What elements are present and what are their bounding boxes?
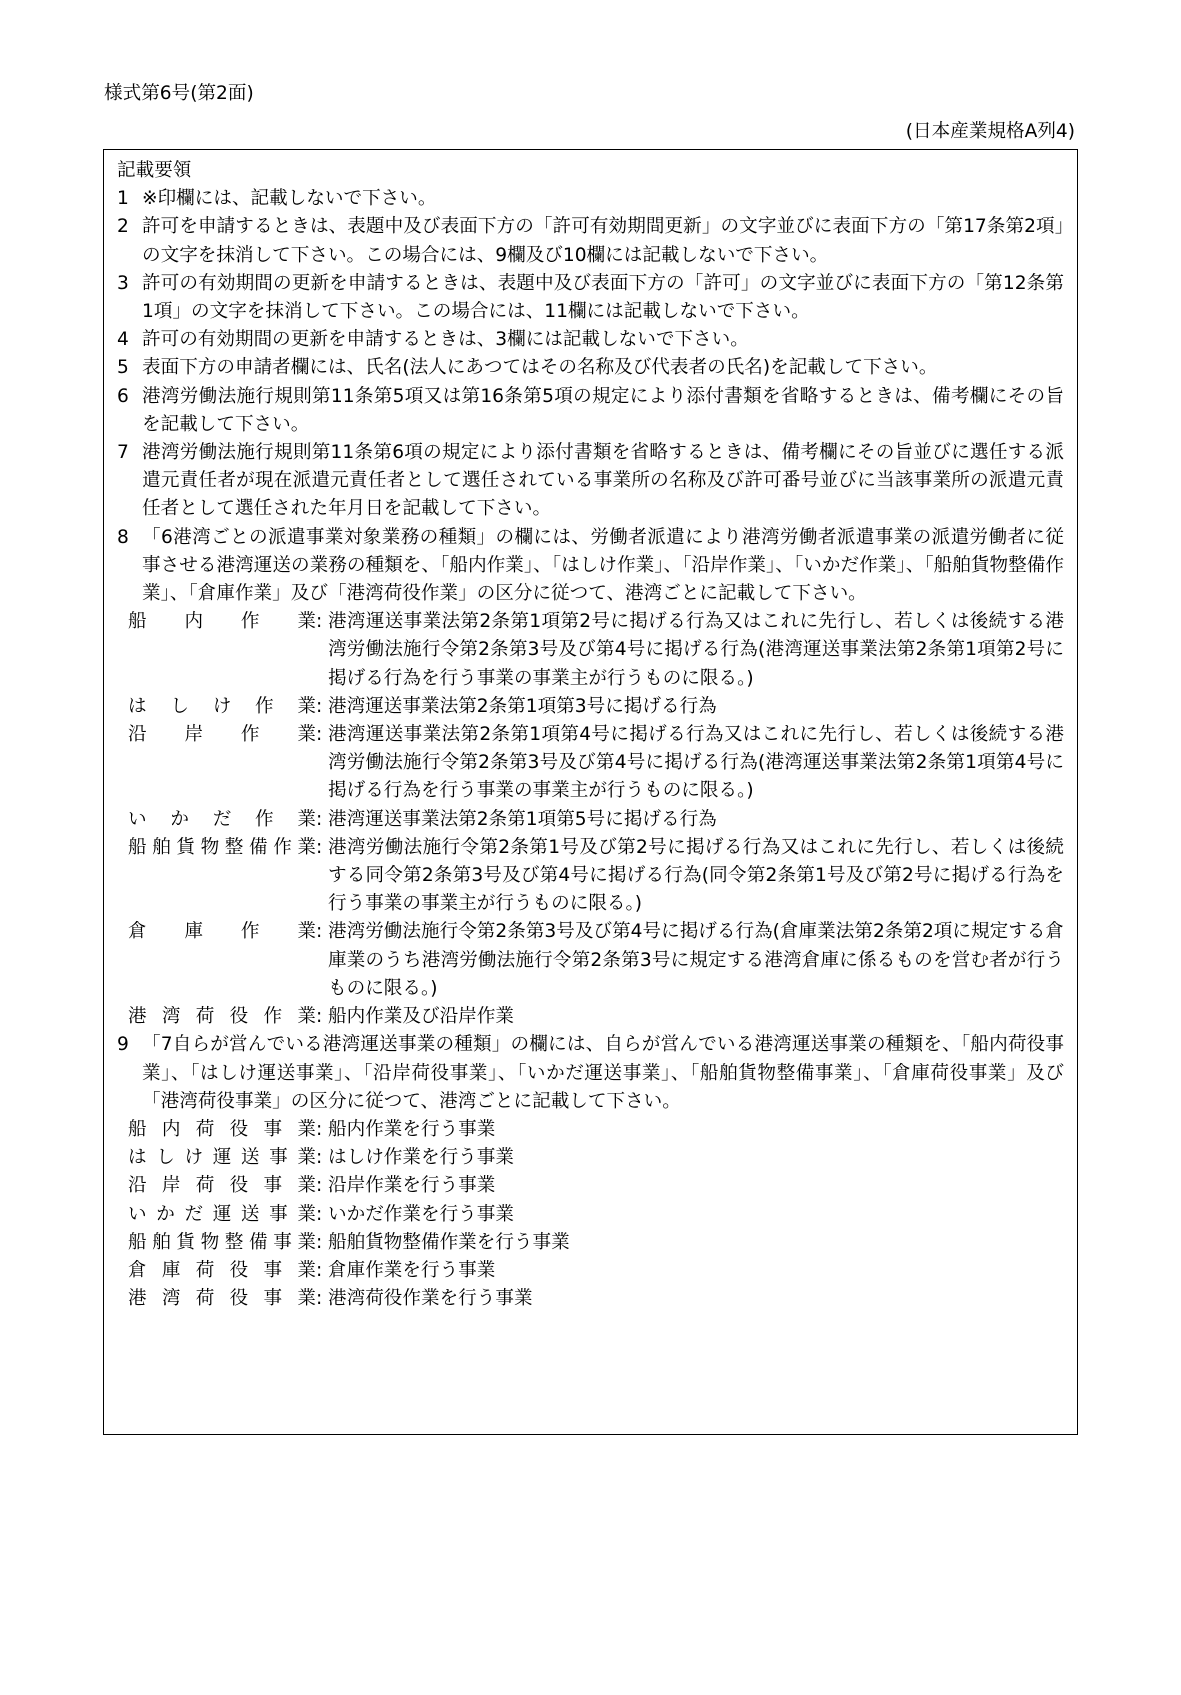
definition-text: 沿岸作業を行う事業 bbox=[328, 1175, 496, 1197]
definition-term: いかだ作業 bbox=[128, 808, 316, 830]
definition-text: はしけ作業を行う事業 bbox=[328, 1147, 514, 1169]
item-number: 5 bbox=[117, 357, 129, 379]
definition-text: 船内作業及び沿岸作業 bbox=[328, 1006, 514, 1028]
definition-colon: : bbox=[316, 1203, 323, 1225]
definition-colon: : bbox=[316, 808, 323, 830]
definition-colon: : bbox=[316, 836, 323, 858]
form-number: 様式第6号(第2面) bbox=[104, 83, 254, 104]
item-text: 許可を申請するときは、表題中及び表面下方の「許可有効期間更新」の文字並びに表面下方の「第17条第2項」の文字を抹消して下さい。この場合には、9欄及び10欄には記載しないで下さい。 bbox=[142, 216, 1064, 266]
definition-colon: : bbox=[316, 1259, 323, 1281]
business-definition bbox=[128, 1229, 1064, 1257]
item-text: 表面下方の申請者欄には、氏名(法人にあつてはその名称及び代表者の氏名)を記載して下さい。 bbox=[142, 357, 938, 379]
definition-text: いかだ作業を行う事業 bbox=[328, 1203, 514, 1225]
instruction-item-3 bbox=[117, 270, 1064, 326]
definition-colon: : bbox=[316, 1288, 323, 1310]
work-definition bbox=[128, 721, 1064, 806]
definition-text: 港湾運送事業法第2条第1項第3号に掲げる行為 bbox=[328, 695, 717, 717]
definition-colon: : bbox=[316, 724, 323, 746]
instruction-item-8 bbox=[117, 524, 1064, 609]
item-number: 1 bbox=[117, 188, 129, 210]
definition-text: 船舶貨物整備作業を行う事業 bbox=[328, 1231, 570, 1253]
business-definition bbox=[128, 1144, 1064, 1172]
definition-term: はしけ運送事業 bbox=[128, 1147, 316, 1169]
instructions-heading: 記載要領 bbox=[117, 160, 192, 181]
definition-term: 倉庫荷役事業 bbox=[128, 1259, 316, 1281]
instruction-item-1 bbox=[117, 185, 1064, 213]
definition-text: 港湾労働法施行令第2条第3号及び第4号に掲げる行為(倉庫業法第2条第2項に規定する倉庫業のうち港湾労働法施行令第2条第3号に規定する港湾倉庫に係るものを営む者が行うものに限る。) bbox=[328, 921, 1064, 999]
instructions-box bbox=[103, 149, 1078, 1435]
instruction-item-9 bbox=[117, 1031, 1064, 1116]
item-number: 2 bbox=[117, 216, 129, 238]
item-text: 許可の有効期間の更新を申請するときは、3欄には記載しないで下さい。 bbox=[142, 329, 749, 351]
definition-colon: : bbox=[316, 921, 323, 943]
item-number: 3 bbox=[117, 272, 129, 294]
item-text: ※印欄には、記載しないで下さい。 bbox=[142, 188, 437, 210]
item-number: 9 bbox=[117, 1034, 129, 1056]
definition-term: 港湾荷役事業 bbox=[128, 1288, 316, 1310]
definition-colon: : bbox=[316, 1118, 323, 1140]
definition-term: 船内荷役事業 bbox=[128, 1118, 316, 1140]
definition-text: 船内作業を行う事業 bbox=[328, 1118, 496, 1140]
definition-text: 倉庫作業を行う事業 bbox=[328, 1259, 496, 1281]
definition-text: 港湾運送事業法第2条第1項第5号に掲げる行為 bbox=[328, 808, 717, 830]
business-definition bbox=[128, 1285, 1064, 1313]
work-definition bbox=[128, 693, 1064, 721]
definition-term: 船舶貨物整備事業 bbox=[128, 1231, 316, 1253]
definition-colon: : bbox=[316, 1231, 323, 1253]
business-definition bbox=[128, 1257, 1064, 1285]
definition-text: 港湾荷役作業を行う事業 bbox=[328, 1288, 533, 1310]
item-text: 港湾労働法施行規則第11条第6項の規定により添付書類を省略するときは、備考欄にその旨並びに選任する派遣元責任者が現在派遣元責任者として選任されている事業所の名称及び許可番号並びに当該事業所の派遣元責任者として選任された年月日を記載して下さい。 bbox=[142, 442, 1064, 520]
business-definition bbox=[128, 1116, 1064, 1144]
business-definition bbox=[128, 1201, 1064, 1229]
definition-text: 港湾労働法施行令第2条第1号及び第2号に掲げる行為又はこれに先行し、若しくは後続する同令第2条第3号及び第4号に掲げる行為(同令第2条第1号及び第2号に掲げる行為を行う事業の事業主が行うものに限る。) bbox=[328, 836, 1064, 915]
definition-term: 港湾荷役作業 bbox=[128, 1006, 316, 1028]
definition-term: 倉庫作業 bbox=[128, 921, 316, 943]
item-text: 港湾労働法施行規則第11条第5項又は第16条第5項の規定により添付書類を省略するときは、備考欄にその旨を記載して下さい。 bbox=[142, 385, 1064, 435]
work-definition bbox=[128, 1003, 1064, 1031]
instruction-item-2 bbox=[117, 213, 1064, 269]
definition-text: 港湾運送事業法第2条第1項第4号に掲げる行為又はこれに先行し、若しくは後続する港湾労働法施行令第2条第3号及び第4号に掲げる行為(港湾運送事業法第2条第1項第4号に掲げる行為を行う事業の事業主が行うものに限る。) bbox=[328, 724, 1064, 802]
business-definition bbox=[128, 1172, 1064, 1200]
work-definition bbox=[128, 806, 1064, 834]
definition-term: いかだ運送事業 bbox=[128, 1203, 316, 1225]
item-text: 「6港湾ごとの派遣事業対象業務の種類」の欄には、労働者派遣により港湾労働者派遣事業の派遣労働者に従事させる港湾運送の業務の種類を、「船内作業」、「はしけ作業」、「沿岸作業」、「いかだ作業」、「船舶貨物整備作業」、「倉庫作業」及び「港湾荷役作業」の区分に従つて、港湾ごとに記載して下さい。 bbox=[142, 526, 1064, 605]
definition-colon: : bbox=[316, 611, 323, 633]
definition-colon: : bbox=[316, 1147, 323, 1169]
instruction-item-5 bbox=[117, 354, 1064, 382]
work-definitions-list bbox=[117, 608, 1064, 1031]
work-definition bbox=[128, 918, 1064, 1003]
paper-size-note: (日本産業規格A列4) bbox=[905, 121, 1075, 142]
definition-term: 船舶貨物整備作業 bbox=[128, 836, 316, 858]
item-number: 7 bbox=[117, 442, 129, 464]
definition-term: 沿岸荷役事業 bbox=[128, 1175, 316, 1197]
definition-colon: : bbox=[316, 1175, 323, 1197]
instruction-item-7 bbox=[117, 439, 1064, 524]
item-number: 4 bbox=[117, 329, 129, 351]
item-number: 8 bbox=[117, 526, 129, 548]
item-text: 許可の有効期間の更新を申請するときは、表題中及び表面下方の「許可」の文字並びに表面下方の「第12条第1項」の文字を抹消して下さい。この場合には、11欄には記載しないで下さい。 bbox=[142, 272, 1064, 323]
definition-colon: : bbox=[316, 695, 323, 717]
definition-text: 港湾運送事業法第2条第1項第2号に掲げる行為又はこれに先行し、若しくは後続する港湾労働法施行令第2条第3号及び第4号に掲げる行為(港湾運送事業法第2条第1項第2号に掲げる行為を行う事業の事業主が行うものに限る。) bbox=[328, 611, 1064, 689]
definition-term: 船内作業 bbox=[128, 611, 316, 633]
definition-colon: : bbox=[316, 1006, 323, 1028]
business-definitions-list bbox=[117, 1116, 1064, 1313]
item-number: 6 bbox=[117, 385, 129, 407]
instruction-item-4 bbox=[117, 326, 1064, 354]
instructions-content bbox=[117, 157, 1064, 1313]
work-definition bbox=[128, 608, 1064, 693]
work-definition bbox=[128, 834, 1064, 919]
definition-term: はしけ作業 bbox=[128, 695, 316, 717]
instruction-item-6 bbox=[117, 383, 1064, 439]
item-text: 「7自らが営んでいる港湾運送事業の種類」の欄には、自らが営んでいる港湾運送事業の種類を、「船内荷役事業」、「はしけ運送事業」、「沿岸荷役事業」、「いかだ運送事業」、「船舶貨物整備事業」、「倉庫荷役事業」及び「港湾荷役事業」の区分に従つて、港湾ごとに記載して下さい。 bbox=[142, 1034, 1064, 1112]
definition-term: 沿岸作業 bbox=[128, 724, 316, 746]
